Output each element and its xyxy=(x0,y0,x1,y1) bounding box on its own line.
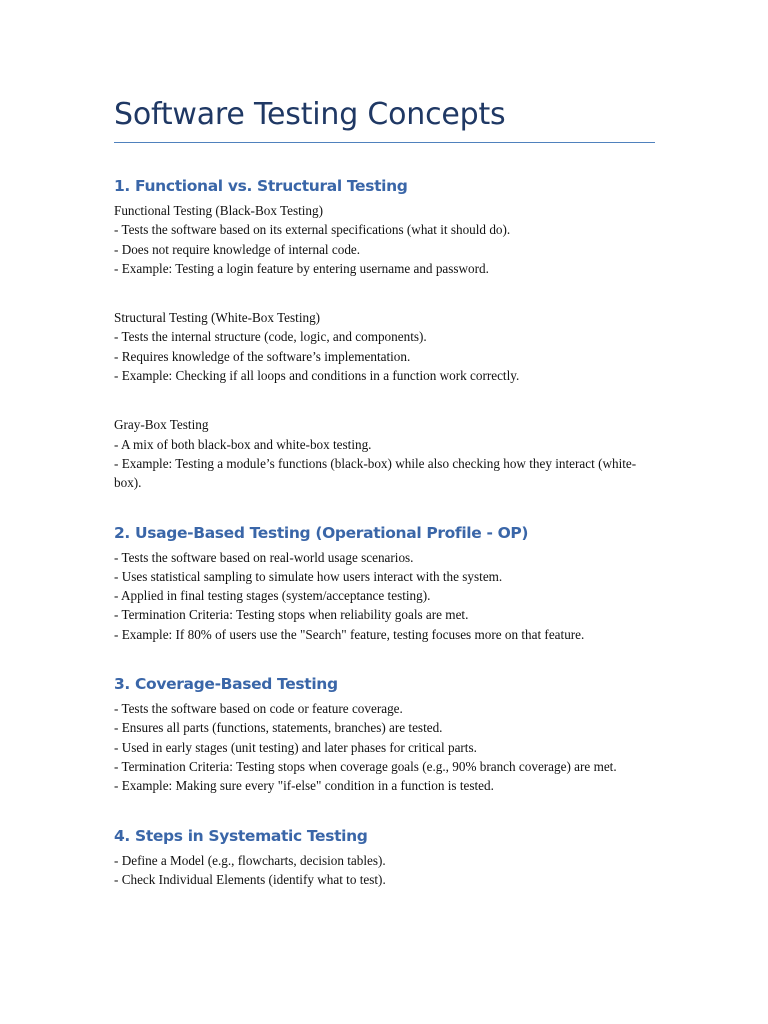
section-heading: 4. Steps in Systematic Testing xyxy=(114,826,368,845)
text-line: Structural Testing (White-Box Testing) xyxy=(114,310,321,326)
document-sections xyxy=(114,176,655,889)
paragraph xyxy=(114,851,655,890)
text-line: - Define a Model (e.g., flowcharts, decision tables). xyxy=(114,852,386,868)
text-line: - A mix of both black-box and white-box testing. xyxy=(114,436,372,452)
text-line: - Applied in final testing stages (system/acceptance testing). xyxy=(114,588,431,604)
section-heading: 3. Coverage-Based Testing xyxy=(114,675,338,694)
text-line: - Tests the software based on real-world usage scenarios. xyxy=(114,549,414,565)
text-line: - Requires knowledge of the software’s implementation. xyxy=(114,348,411,364)
text-line: - Example: If 80% of users use the "Search" feature, testing focuses more on that feature. xyxy=(114,626,585,642)
text-line: - Termination Criteria: Testing stops when reliability goals are met. xyxy=(114,607,469,623)
paragraph xyxy=(114,308,655,385)
paragraph-spacer xyxy=(114,278,655,308)
text-line: - Uses statistical sampling to simulate how users interact with the system. xyxy=(114,568,503,584)
document-title: Software Testing Concepts xyxy=(114,96,655,143)
text-line: - Example: Testing a module’s functions (black-box) while also checking how they interact (white-box). xyxy=(114,455,637,491)
section-4 xyxy=(114,826,655,890)
text-line: - Used in early stages (unit testing) and later phases for critical parts. xyxy=(114,739,477,755)
text-line: - Tests the software based on code or feature coverage. xyxy=(114,701,403,717)
section-1 xyxy=(114,176,655,493)
text-line: Gray-Box Testing xyxy=(114,417,209,433)
paragraph xyxy=(114,699,655,795)
text-line: - Tests the software based on its external specifications (what it should do). xyxy=(114,222,511,238)
text-line: - Ensures all parts (functions, statements, branches) are tested. xyxy=(114,720,443,736)
paragraph xyxy=(114,415,655,492)
text-line: - Check Individual Elements (identify what to test). xyxy=(114,871,386,887)
paragraph-spacer xyxy=(114,385,655,415)
section-heading: 1. Functional vs. Structural Testing xyxy=(114,177,408,195)
paragraph xyxy=(114,548,655,644)
paragraph xyxy=(114,201,655,278)
section-3 xyxy=(114,674,655,795)
text-line: - Termination Criteria: Testing stops when coverage goals (e.g., 90% branch coverage) are met. xyxy=(114,758,617,774)
text-line: - Tests the internal structure (code, logic, and components). xyxy=(114,329,427,345)
document-content xyxy=(114,96,655,889)
text-line: - Does not require knowledge of internal code. xyxy=(114,241,361,257)
section-heading: 2. Usage-Based Testing (Operational Profile - OP) xyxy=(114,523,529,542)
text-line: - Example: Making sure every "if-else" condition in a function is tested. xyxy=(114,778,494,794)
text-line: Functional Testing (Black-Box Testing) xyxy=(114,203,324,218)
text-line: - Example: Testing a login feature by entering username and password. xyxy=(114,260,489,276)
text-line: - Example: Checking if all loops and conditions in a function work correctly. xyxy=(114,368,520,384)
section-2 xyxy=(114,523,655,644)
